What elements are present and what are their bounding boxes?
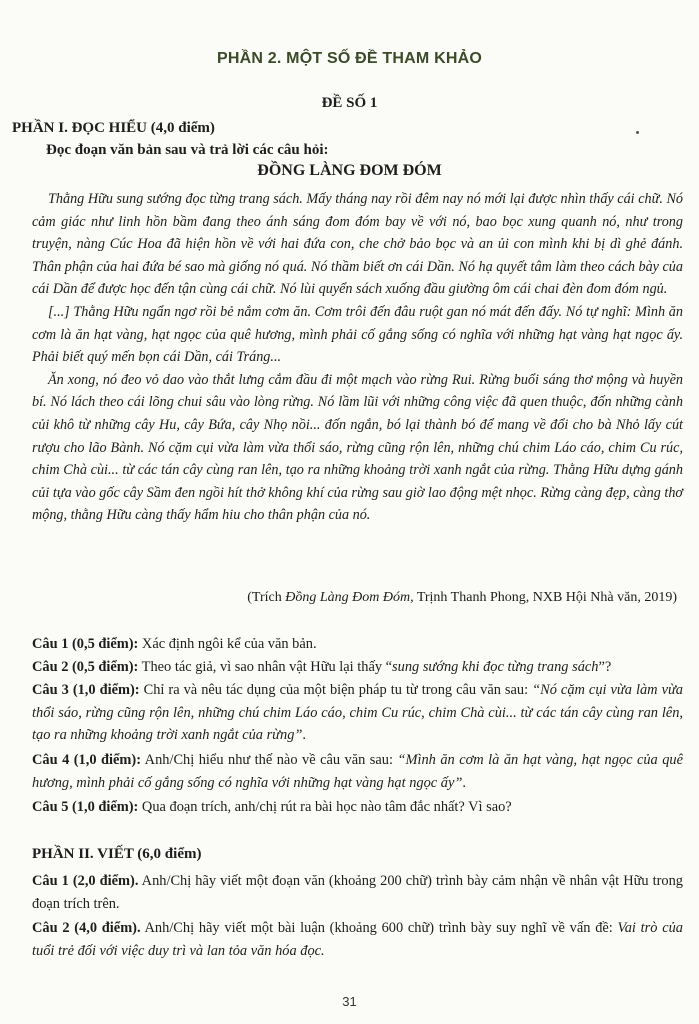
reading-passage (32, 188, 683, 527)
question-text: Anh/Chị hãy viết một bài luận (khoảng 600 chữ) trình bày suy nghĩ về vấn đề: (140, 920, 618, 936)
question-text: Qua đoạn trích, anh/chị rút ra bài học nào tâm đắc nhất? Vì sao? (138, 799, 512, 815)
question-quote: sung sướng khi đọc từng trang sách (392, 659, 599, 675)
writing-heading: PHẦN II. VIẾT (6,0 điểm) (32, 846, 202, 862)
reading-question-5 (32, 796, 683, 819)
citation-before: (Trích (247, 590, 286, 605)
question-text: Anh/Chị hiểu như thế nào về câu văn sau: (140, 752, 398, 768)
exam-number: ĐỀ SỐ 1 (321, 95, 378, 111)
question-label: Câu 2 (4,0 điểm). (32, 920, 141, 936)
question-label: Câu 4 (1,0 điểm): (32, 752, 141, 768)
part-title: PHẦN 2. MỘT SỐ ĐỀ THAM KHẢO (217, 50, 482, 67)
citation-after: , Trịnh Thanh Phong, NXB Hội Nhà văn, 2019) (410, 590, 677, 605)
reading-question-1 (32, 633, 683, 656)
reading-question-3 (32, 679, 683, 747)
question-text: Anh/Chị hãy viết một đoạn văn (khoảng 200 chữ) trình bày cảm nhận về nhân vật Hữu trong đoạn trích trên. (32, 873, 683, 912)
page-number: 31 (342, 994, 357, 1009)
reading-heading: PHẦN I. ĐỌC HIỂU (4,0 điểm) (12, 120, 215, 136)
question-quote: “Mình ăn cơm là ăn hạt vàng, hạt ngọc của quê hương, mình phải cố gắng sống có nghĩa với những hạt vàng hạt ngọc ấy” (32, 752, 683, 791)
citation (247, 590, 677, 606)
reading-instruction: Đọc đoạn văn bản sau và trả lời các câu hỏi: (46, 142, 329, 158)
question-label: Câu 3 (1,0 điểm): (32, 682, 140, 698)
writing-question-2 (32, 917, 683, 962)
reading-question-2 (32, 656, 683, 679)
question-tail: . (462, 774, 466, 791)
writing-question-1 (32, 870, 683, 915)
question-text: Xác định ngôi kể của văn bản. (138, 636, 317, 652)
scan-speck (636, 131, 639, 134)
question-quote: Vai trò của tuổi trẻ đối với việc duy trì và lan tỏa văn hóa đọc. (32, 920, 683, 959)
question-text: Theo tác giả, vì sao nhân vật Hữu lại thấy “ (138, 659, 393, 675)
question-label: Câu 1 (2,0 điểm). (32, 873, 139, 889)
question-tail: ”? (598, 659, 612, 675)
passage-paragraph: [...] Thằng Hữu ngẩn ngơ rồi bẻ nắm cơm ăn. Cơm trôi đến đâu ruột gan nó mát đến đấy. Nó tự nghĩ: Mình ăn cơm là ăn hạt vàng, hạt ngọc của quê hương, mình phải cố gắng sống có nghĩa với những hạt vàng hạt ngọc ấy. Phải biết quý mến bọn cái Dần, cái Tráng... (32, 303, 683, 366)
passage-paragraph: Ăn xong, nó đeo vỏ dao vào thắt lưng cắm đầu đi một mạch vào rừng Rui. Rừng buổi sáng thơ mộng và huyền bí. Nó lách theo cái lõng chui sâu vào lòng rừng. Nó lầm lũi với những công việc đã quen thuộc, đốn những cành củi khô từ những cây Hu, cây Bứa, cây Nhọ nồi... đốn ngắn, bó lại thành bó để mang về đổi cho bà Nhỏ lấy cút rượu cho lão Bành. Nó cặm cụi vừa làm vừa thổi sáo, rừng cũng rộn lên, những chú chim Láo cáo, chim Cu rúc, chim Chà cùi... từ các tán cây cùng ran lên, tạo ra những khoảng trời xanh ngắt của rừng. Thằng Hữu dựng gánh củi tựa vào gốc cây Sầm đen ngồi hít thở không khí của rừng sau giờ lao động mệt nhọc. Rừng càng đẹp, càng thơ mộng, thằng Hữu càng thấy hẩm hiu cho thân phận của nó. (32, 371, 683, 524)
reading-question-4 (32, 749, 683, 794)
question-tail: . (302, 727, 307, 744)
story-title: ĐỒNG LÀNG ĐOM ĐÓM (257, 162, 442, 179)
citation-title: Đồng Làng Đom Đóm (285, 590, 411, 605)
question-label: Câu 2 (0,5 điểm): (32, 659, 139, 675)
question-quote: “Nó cặm cụi vừa làm vừa thổi sáo, rừng cũng rộn lên, những chú chim Láo cáo, chim Cu rúc, chim Chà cùi... từ các tán cây cùng ran lên, tạo ra những khoảng trời xanh ngắt của rừng” (32, 682, 683, 744)
question-label: Câu 1 (0,5 điểm): (32, 636, 139, 652)
question-text: Chỉ ra và nêu tác dụng của một biện pháp tu từ trong câu văn sau: (139, 682, 533, 698)
passage-paragraph: Thằng Hữu sung sướng đọc từng trang sách. Mấy tháng nay rồi đêm nay nó mới lại được nhìn thấy cái chữ. Nó cảm giác như linh hồn bầm đang theo ánh sáng đom đóm bay về với nó, bao bọc xung quanh nó, như trong truyện, nàng Cúc Hoa đã hiện hồn về với hai đứa con, che chở bảo bọc và an ủi con mình khi bị dì ghẻ đánh. Thân phận của hai đứa bé sao mà giống nó quá. Nó thầm biết ơn cái Dần. Nó hạ quyết tâm làm theo cách bày của cái Dần để được học đến tận cùng cái chữ. Nó lùi quyển sách xuống đầu giường ôm cái chai đèn đom đóm ngủ. (32, 191, 683, 298)
question-label: Câu 5 (1,0 điểm): (32, 799, 139, 815)
